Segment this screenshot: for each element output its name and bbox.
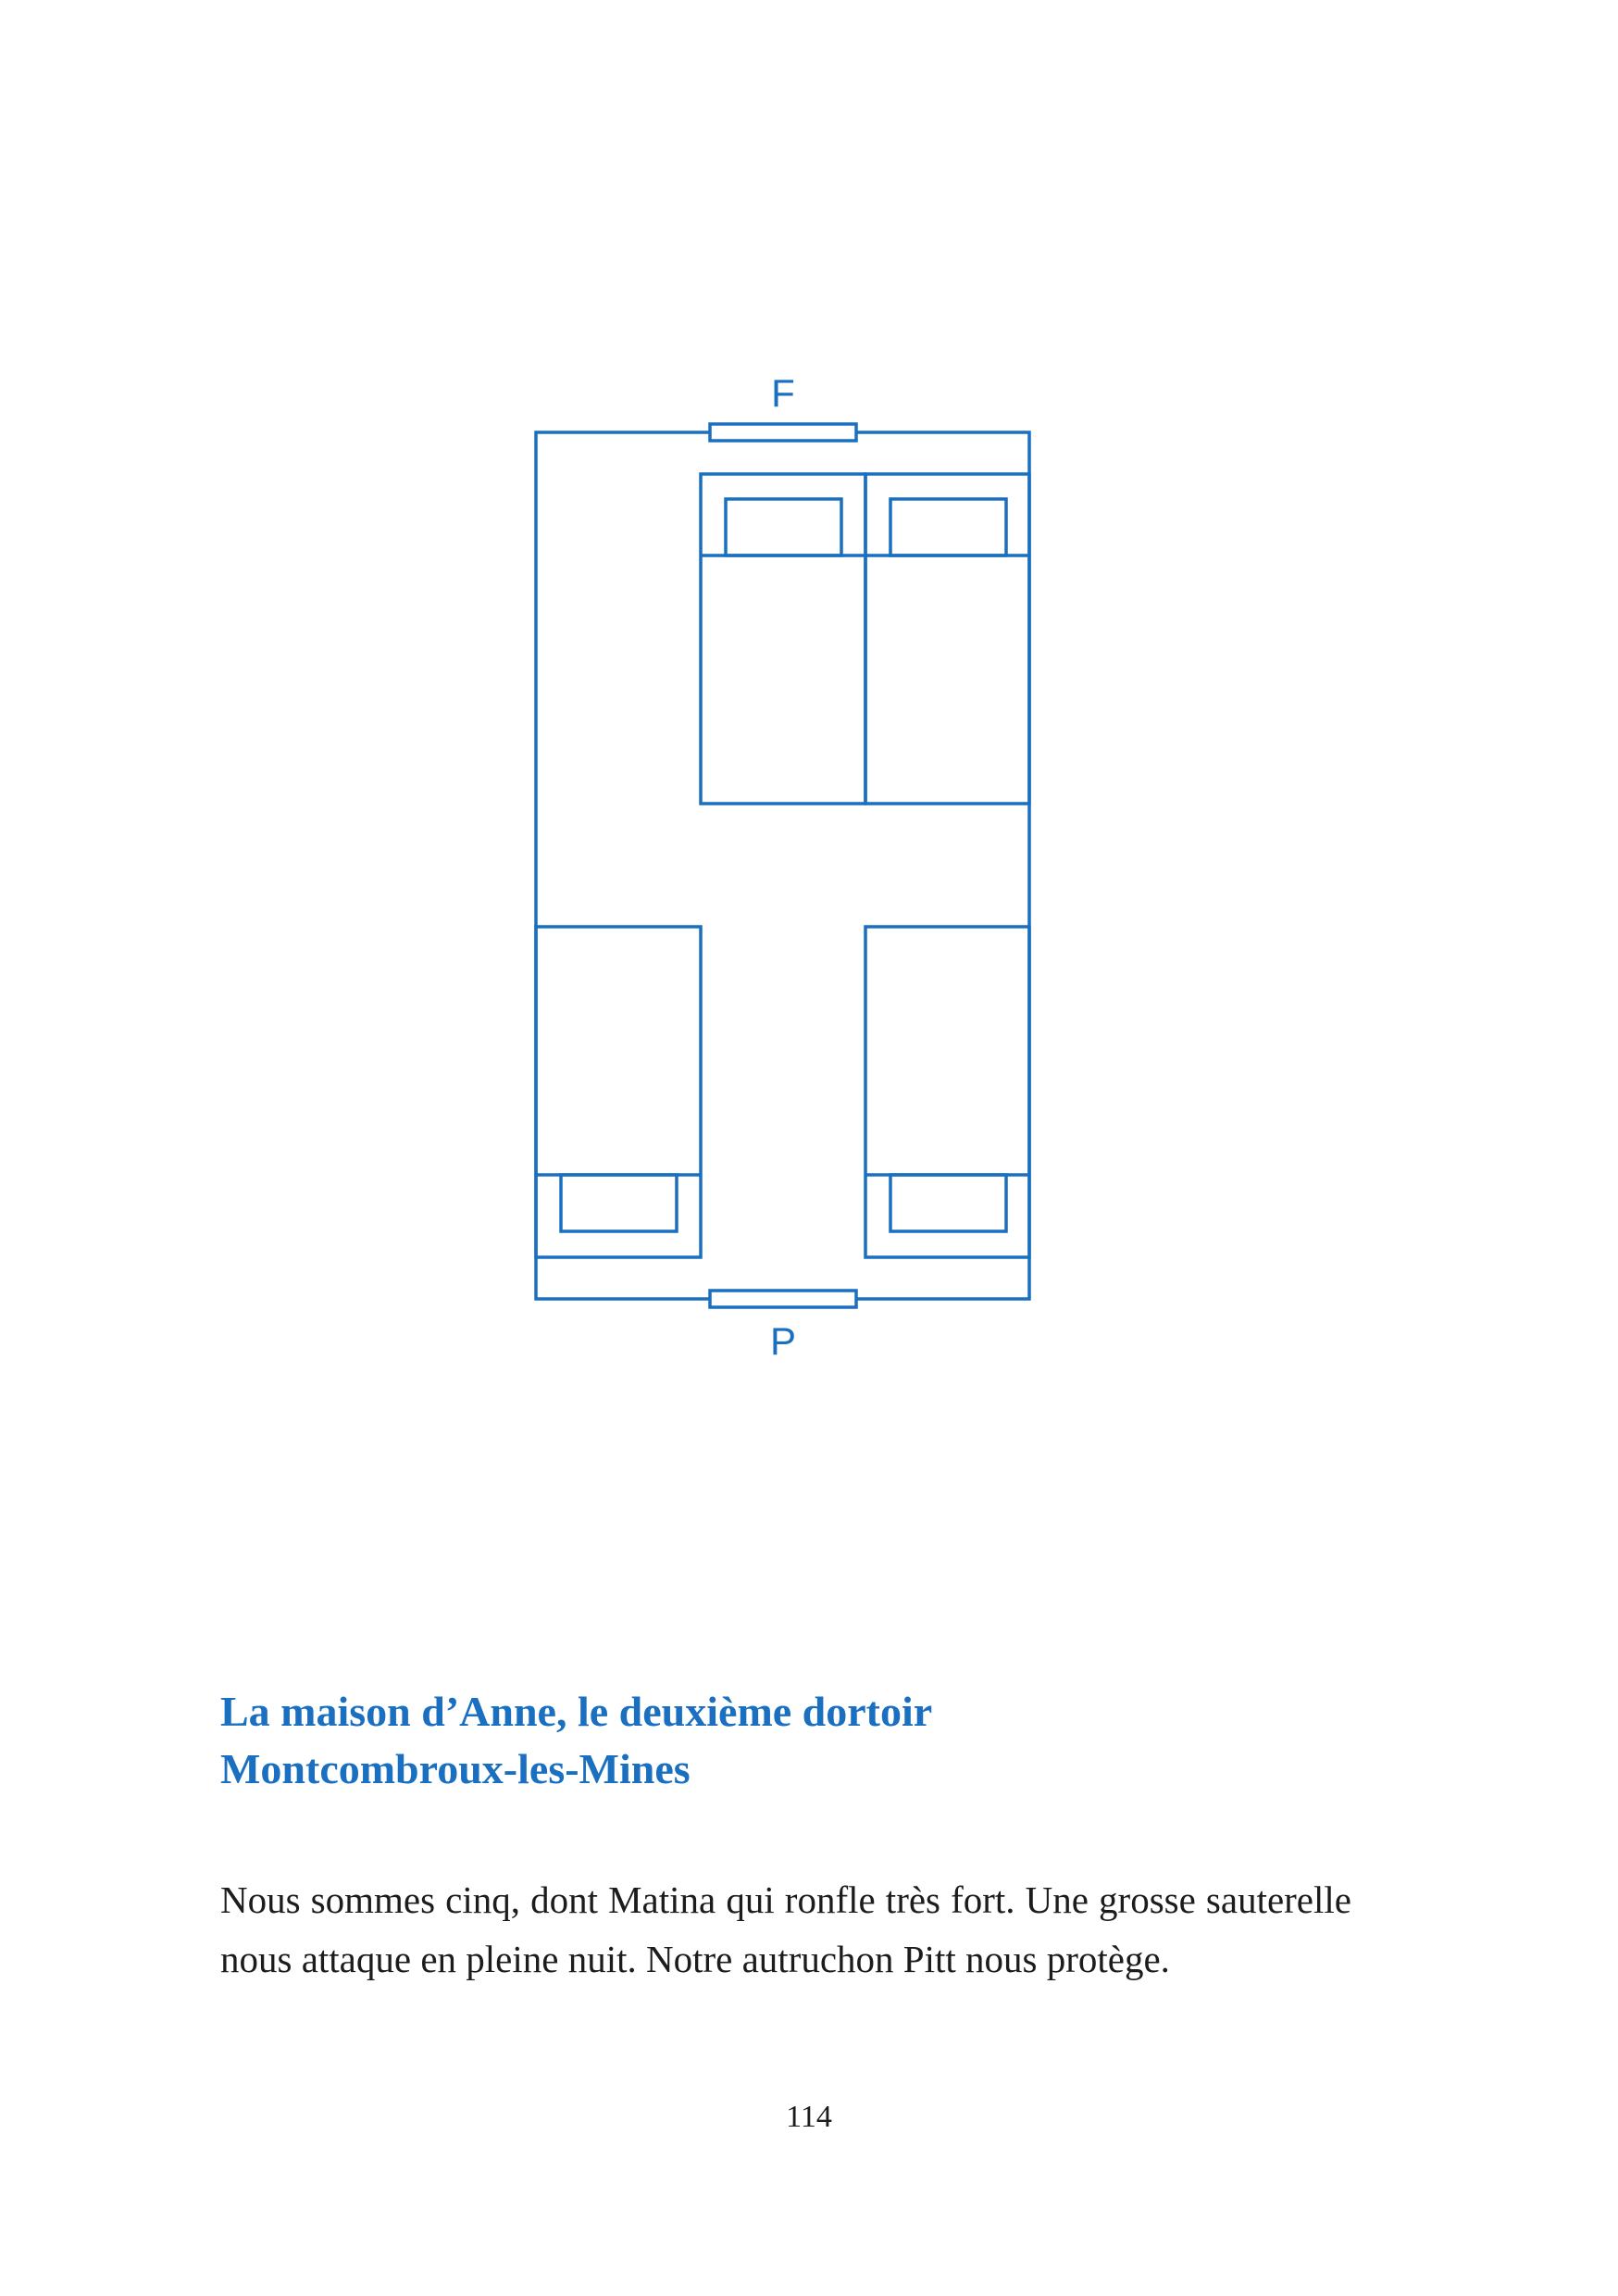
door	[710, 1291, 856, 1307]
pillow	[890, 1175, 1006, 1231]
page-number: 114	[786, 2100, 832, 2134]
caption-location: Montcombroux-les-Mines	[220, 1745, 691, 1792]
bed-top-right	[865, 474, 1029, 804]
bed-top-left	[701, 474, 865, 804]
pillow	[561, 1175, 677, 1231]
bed-bottom-right	[865, 927, 1029, 1257]
window-label: F	[771, 371, 795, 415]
pillow	[726, 499, 841, 555]
pillow	[890, 499, 1006, 555]
caption-title: La maison d’Anne, le deuxième dortoir	[220, 1688, 933, 1735]
window	[710, 424, 856, 441]
room-outline	[536, 432, 1029, 1299]
bed-bottom-left	[536, 927, 701, 1257]
body-paragraph: Nous sommes cinq, dont Matina qui ronfle très fort. Une grosse sauterelle nous attaque en pleine nuit. Notre autruchon Pitt nous protège.	[220, 1878, 1351, 1980]
door-label: P	[769, 1319, 797, 1363]
figure-caption	[220, 1683, 1424, 1798]
